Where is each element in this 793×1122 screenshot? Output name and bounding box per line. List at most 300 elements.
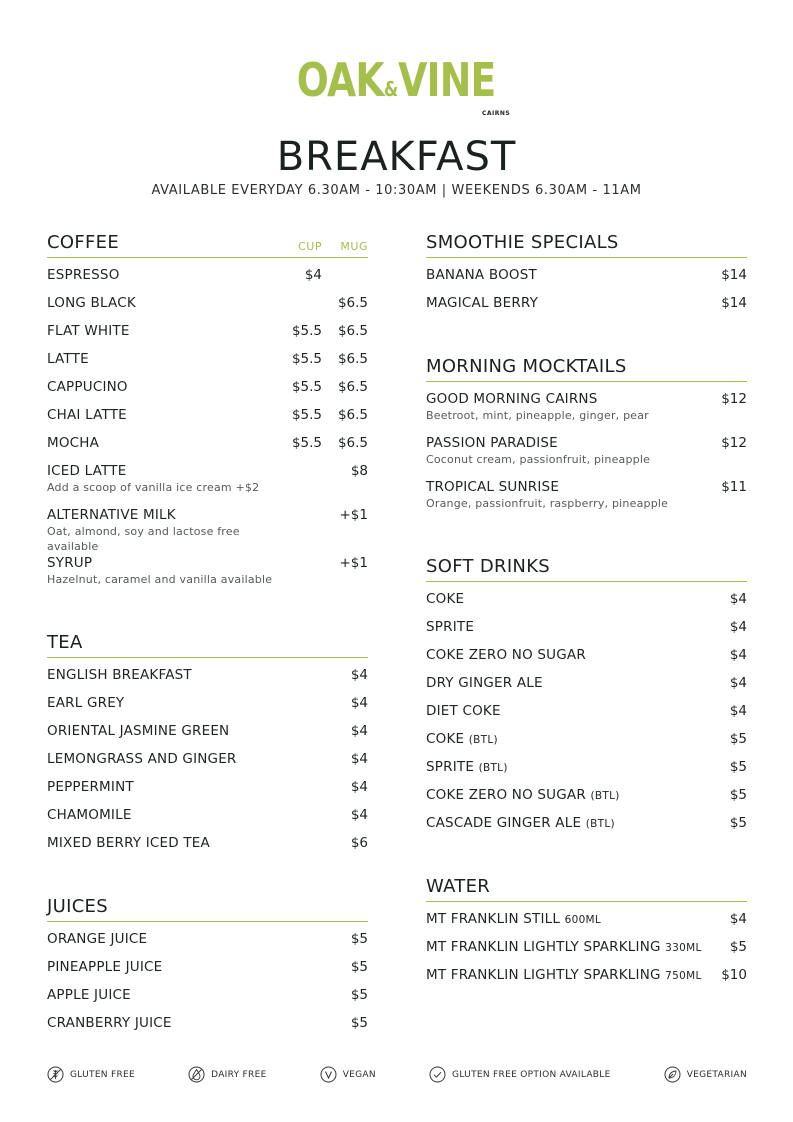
item-name-text: PINEAPPLE JUICE xyxy=(47,959,163,975)
item-name xyxy=(47,406,276,424)
section-title: COFFEE xyxy=(47,232,119,253)
item-name-text: DIET COKE xyxy=(426,703,501,719)
item-prices xyxy=(707,814,747,832)
price-mug xyxy=(322,266,368,284)
item-name xyxy=(47,930,328,948)
price-cup: $5.5 xyxy=(291,379,322,395)
item-text xyxy=(47,722,328,740)
price: $4 xyxy=(729,619,747,635)
item-name-text: EARL GREY xyxy=(47,695,125,711)
item-name-text: ICED LATTE xyxy=(47,463,127,479)
price: $4 xyxy=(729,675,747,691)
item-name xyxy=(47,694,328,712)
item-name xyxy=(426,702,707,720)
price-mug: $6.5 xyxy=(337,295,368,311)
section-title: WATER xyxy=(426,876,491,897)
item-prices xyxy=(328,750,368,768)
item-prices xyxy=(707,786,747,804)
price-cup: $5.5 xyxy=(291,435,322,451)
menu-item xyxy=(47,434,368,462)
item-text xyxy=(426,966,707,985)
item-name xyxy=(47,378,276,396)
item-name-text: CHAMOMILE xyxy=(47,807,132,823)
item-text xyxy=(47,806,328,824)
leaf-icon xyxy=(664,1066,681,1083)
item-description: Beetroot, mint, pineapple, ginger, pear xyxy=(426,409,649,422)
item-text xyxy=(47,778,328,796)
section-header xyxy=(426,872,747,902)
item-text xyxy=(47,350,276,368)
item-text xyxy=(47,506,276,554)
item-text xyxy=(426,434,707,467)
item-prices xyxy=(328,986,368,1004)
menu-item xyxy=(426,618,747,646)
item-name xyxy=(47,666,328,684)
item-text xyxy=(426,910,707,929)
item-text xyxy=(47,986,328,1004)
juices-list xyxy=(47,930,368,1042)
item-prices xyxy=(328,958,368,976)
item-name-text: MAGICAL BERRY xyxy=(426,295,539,311)
menu-item xyxy=(47,462,368,506)
price-mug: $6.5 xyxy=(337,351,368,367)
price: $14 xyxy=(721,267,747,283)
price-cup xyxy=(276,294,322,312)
item-name xyxy=(426,434,707,452)
coffee-list xyxy=(47,266,368,598)
legend-label: GLUTEN FREE xyxy=(70,1069,136,1080)
price: $4 xyxy=(350,723,368,739)
legend-item xyxy=(320,1066,376,1083)
water-list xyxy=(426,910,747,994)
item-text xyxy=(426,618,707,636)
price-mug: $8 xyxy=(350,463,368,479)
item-name-text: BANANA BOOST xyxy=(426,267,537,283)
menu-item xyxy=(426,758,747,786)
item-text xyxy=(47,322,276,340)
section-header xyxy=(426,552,747,582)
menu-item xyxy=(47,834,368,862)
logo-wordmark: OAK&VINE xyxy=(297,53,496,107)
section-title: SOFT DRINKS xyxy=(426,556,551,577)
item-name xyxy=(47,350,276,368)
item-size: (BTL) xyxy=(585,818,615,830)
item-prices xyxy=(276,554,368,572)
tea-list xyxy=(47,666,368,862)
price-cup: $5.5 xyxy=(291,351,322,367)
item-prices xyxy=(276,350,368,368)
item-prices xyxy=(707,434,747,452)
item-name xyxy=(426,758,707,777)
item-size: (BTL) xyxy=(590,790,620,802)
item-name-text: CASCADE GINGER ALE xyxy=(426,815,582,831)
item-prices xyxy=(276,294,368,312)
price: $4 xyxy=(729,703,747,719)
menu-item xyxy=(426,786,747,814)
price-mug: +$1 xyxy=(339,555,368,571)
item-text xyxy=(47,406,276,424)
item-text xyxy=(47,834,328,852)
item-prices xyxy=(707,294,747,312)
price: $5 xyxy=(729,787,747,803)
item-text xyxy=(47,930,328,948)
menu-item xyxy=(47,350,368,378)
item-prices xyxy=(707,266,747,284)
price-cup xyxy=(276,554,322,572)
menu-item xyxy=(47,406,368,434)
item-name xyxy=(426,266,707,284)
price: $6 xyxy=(350,835,368,851)
item-name-text: MIXED BERRY ICED TEA xyxy=(47,835,210,851)
item-prices xyxy=(707,702,747,720)
smoothies-list xyxy=(426,266,747,322)
item-text xyxy=(47,554,276,587)
item-text xyxy=(426,646,707,664)
item-name-text: FLAT WHITE xyxy=(47,323,130,339)
legend-item xyxy=(188,1066,266,1083)
item-name-text: COKE xyxy=(426,731,465,747)
item-text xyxy=(47,666,328,684)
item-size: 330ML xyxy=(665,942,702,954)
menu-item xyxy=(47,806,368,834)
dietary-legend xyxy=(47,1066,747,1083)
item-name xyxy=(47,506,276,524)
price-cup: $5.5 xyxy=(291,323,322,339)
item-size: (BTL) xyxy=(478,762,508,774)
legend-label: DAIRY FREE xyxy=(211,1069,267,1080)
price: $4 xyxy=(729,647,747,663)
menu-item xyxy=(47,694,368,722)
column-cup: CUP xyxy=(298,240,322,253)
price: $4 xyxy=(350,807,368,823)
section-header xyxy=(426,228,747,258)
price-mug: $6.5 xyxy=(337,323,368,339)
item-prices xyxy=(707,618,747,636)
item-name xyxy=(426,478,707,496)
item-prices xyxy=(328,778,368,796)
item-name-text: MT FRANKLIN LIGHTLY SPARKLING xyxy=(426,967,661,983)
item-name xyxy=(426,938,707,957)
item-name-text: CRANBERRY JUICE xyxy=(47,1015,172,1031)
menu-item xyxy=(426,434,747,478)
item-description: Oat, almond, soy and lactose free available xyxy=(47,525,240,553)
item-text xyxy=(47,378,276,396)
item-name xyxy=(47,434,276,452)
item-text xyxy=(47,266,276,284)
legend-label: GLUTEN FREE OPTION AVAILABLE xyxy=(452,1069,611,1080)
item-prices xyxy=(707,938,747,956)
item-text xyxy=(47,294,276,312)
item-name xyxy=(47,806,328,824)
item-name-text: MOCHA xyxy=(47,435,100,451)
price-mug: +$1 xyxy=(339,507,368,523)
price: $4 xyxy=(729,591,747,607)
menu-item xyxy=(426,910,747,938)
item-name-text: PASSION PARADISE xyxy=(426,435,558,451)
item-prices xyxy=(328,694,368,712)
item-size: 750ML xyxy=(665,970,702,982)
price: $4 xyxy=(350,779,368,795)
item-prices xyxy=(707,590,747,608)
price: $4 xyxy=(350,667,368,683)
item-name-text: LONG BLACK xyxy=(47,295,136,311)
item-name-text: MT FRANKLIN STILL xyxy=(426,911,561,927)
section-title: MORNING MOCKTAILS xyxy=(426,356,627,377)
item-prices xyxy=(328,834,368,852)
item-name-text: MT FRANKLIN LIGHTLY SPARKLING xyxy=(426,939,661,955)
item-name xyxy=(47,266,276,284)
item-prices xyxy=(276,506,368,524)
item-prices xyxy=(328,930,368,948)
item-name xyxy=(426,646,707,664)
section-tea xyxy=(47,628,368,862)
item-name-text: ESPRESSO xyxy=(47,267,120,283)
legend-label: VEGAN xyxy=(342,1069,376,1080)
item-prices xyxy=(276,434,368,452)
section-water xyxy=(426,872,747,994)
price-cup: $5.5 xyxy=(291,407,322,423)
wheat-icon xyxy=(47,1066,64,1083)
legend-label: VEGETARIAN xyxy=(686,1069,747,1080)
section-soft-drinks xyxy=(426,552,747,842)
price: $5 xyxy=(350,931,368,947)
menu-item xyxy=(426,966,747,994)
item-name xyxy=(426,786,707,805)
price-mug: $6.5 xyxy=(337,435,368,451)
item-name-text: DRY GINGER ALE xyxy=(426,675,543,691)
menu-item xyxy=(426,590,747,618)
item-text xyxy=(426,478,707,511)
item-name-text: SYRUP xyxy=(47,555,93,571)
item-name-text: ORIENTAL JASMINE GREEN xyxy=(47,723,230,739)
item-text xyxy=(426,786,707,805)
item-name-text: TROPICAL SUNRISE xyxy=(426,479,560,495)
item-name xyxy=(426,814,707,833)
item-prices xyxy=(707,910,747,928)
v-icon xyxy=(320,1066,337,1083)
price: $12 xyxy=(721,435,747,451)
item-text xyxy=(426,814,707,833)
menu-item xyxy=(426,814,747,842)
legend-item xyxy=(47,1066,135,1083)
item-text xyxy=(426,266,707,284)
item-name xyxy=(426,730,707,749)
menu-item xyxy=(426,702,747,730)
section-smoothies xyxy=(426,228,747,322)
menu-item xyxy=(47,986,368,1014)
menu-item xyxy=(426,390,747,434)
item-name-text: SPRITE xyxy=(426,619,475,635)
menu-item xyxy=(47,722,368,750)
item-prices xyxy=(328,806,368,824)
price: $5 xyxy=(729,759,747,775)
item-text xyxy=(47,750,328,768)
price: $5 xyxy=(729,939,747,955)
item-name xyxy=(426,910,707,929)
item-name-text: ENGLISH BREAKFAST xyxy=(47,667,192,683)
price: $5 xyxy=(729,815,747,831)
menu-item xyxy=(47,930,368,958)
item-name xyxy=(426,294,707,312)
left-column xyxy=(47,228,368,1072)
menu-item xyxy=(47,378,368,406)
legend-item xyxy=(429,1066,611,1083)
item-name xyxy=(47,554,276,572)
section-title: TEA xyxy=(47,632,83,653)
item-name xyxy=(47,1014,328,1032)
price: $4 xyxy=(729,911,747,927)
item-name xyxy=(426,674,707,692)
section-coffee xyxy=(47,228,368,598)
price: $10 xyxy=(721,967,747,983)
menu-item xyxy=(47,778,368,806)
item-prices xyxy=(707,730,747,748)
menu-item xyxy=(426,478,747,522)
price: $5 xyxy=(729,731,747,747)
page-title: BREAKFAST xyxy=(276,134,517,180)
price: $4 xyxy=(350,695,368,711)
item-name-text: SPRITE xyxy=(426,759,475,775)
item-prices xyxy=(707,758,747,776)
item-name xyxy=(47,294,276,312)
right-column xyxy=(426,228,747,1024)
item-prices xyxy=(707,966,747,984)
item-size: (BTL) xyxy=(468,734,498,746)
price-mug: $6.5 xyxy=(337,379,368,395)
item-prices xyxy=(276,378,368,396)
size-columns xyxy=(276,240,368,253)
item-size: 600ML xyxy=(564,914,602,926)
item-name-text: APPLE JUICE xyxy=(47,987,131,1003)
item-text xyxy=(426,674,707,692)
item-text xyxy=(426,730,707,749)
section-header xyxy=(47,228,368,258)
item-name xyxy=(47,958,328,976)
item-name xyxy=(426,390,707,408)
section-title: SMOOTHIE SPECIALS xyxy=(426,232,619,253)
item-name-text: CAPPUCINO xyxy=(47,379,128,395)
column-mug: MUG xyxy=(340,240,368,253)
opening-hours: AVAILABLE EVERYDAY 6.30AM - 10:30AM | WEEKENDS 6.30AM - 11AM xyxy=(151,183,642,198)
legend-item xyxy=(664,1066,747,1083)
item-prices xyxy=(707,646,747,664)
menu-item xyxy=(47,958,368,986)
menu-item xyxy=(47,294,368,322)
item-name-text: LATTE xyxy=(47,351,89,367)
item-name xyxy=(47,986,328,1004)
price: $5 xyxy=(350,1015,368,1031)
price: $5 xyxy=(350,987,368,1003)
item-prices xyxy=(707,674,747,692)
menu-item xyxy=(426,266,747,294)
brand-logo xyxy=(0,50,793,119)
menu-item xyxy=(426,730,747,758)
item-name-text: COKE ZERO NO SUGAR xyxy=(426,647,586,663)
item-prices xyxy=(328,722,368,740)
item-text xyxy=(47,462,276,495)
item-description: Orange, passionfruit, raspberry, pineapple xyxy=(426,497,669,510)
logo-location: CAIRNS xyxy=(482,110,511,117)
mocktails-list xyxy=(426,390,747,522)
section-juices xyxy=(47,892,368,1042)
menu-item xyxy=(47,750,368,778)
item-text xyxy=(47,958,328,976)
price: $14 xyxy=(721,295,747,311)
check-icon xyxy=(429,1066,446,1083)
item-name xyxy=(47,834,328,852)
item-name-text: COKE xyxy=(426,591,465,607)
item-name-text: ALTERNATIVE MILK xyxy=(47,507,176,523)
section-header xyxy=(47,628,368,658)
menu-item xyxy=(47,554,368,598)
price-cup: $4 xyxy=(304,267,322,283)
price: $4 xyxy=(350,751,368,767)
item-text xyxy=(47,1014,328,1032)
item-prices xyxy=(707,478,747,496)
menu-item xyxy=(47,666,368,694)
menu-item xyxy=(426,646,747,674)
item-text xyxy=(426,590,707,608)
item-text xyxy=(426,390,707,423)
item-prices xyxy=(276,322,368,340)
item-name-text: GOOD MORNING CAIRNS xyxy=(426,391,598,407)
item-name-text: CHAI LATTE xyxy=(47,407,127,423)
menu-item xyxy=(426,294,747,322)
item-prices xyxy=(276,406,368,424)
soft-drinks-list xyxy=(426,590,747,842)
item-name-text: LEMONGRASS AND GINGER xyxy=(47,751,237,767)
item-name xyxy=(47,722,328,740)
price-mug: $6.5 xyxy=(337,407,368,423)
item-name xyxy=(47,750,328,768)
menu-item xyxy=(426,674,747,702)
price-cup xyxy=(276,506,322,524)
item-prices xyxy=(328,666,368,684)
item-text xyxy=(426,938,707,957)
price: $11 xyxy=(721,479,747,495)
item-name xyxy=(426,966,707,985)
menu-item xyxy=(47,1014,368,1042)
item-text xyxy=(426,702,707,720)
item-description: Add a scoop of vanilla ice cream +$2 xyxy=(47,481,260,494)
item-text xyxy=(47,694,328,712)
item-prices xyxy=(276,266,368,284)
item-prices xyxy=(328,1014,368,1032)
item-description: Coconut cream, passionfruit, pineapple xyxy=(426,453,651,466)
item-prices xyxy=(276,462,368,480)
menu-item xyxy=(47,322,368,350)
menu-item xyxy=(47,266,368,294)
item-prices xyxy=(707,390,747,408)
price: $12 xyxy=(721,391,747,407)
price-cup xyxy=(276,462,322,480)
section-header xyxy=(47,892,368,922)
item-name xyxy=(426,618,707,636)
item-name xyxy=(47,462,276,480)
item-text xyxy=(426,758,707,777)
section-title: JUICES xyxy=(47,896,108,917)
menu-item xyxy=(47,506,368,554)
item-text xyxy=(426,294,707,312)
item-text xyxy=(47,434,276,452)
item-name xyxy=(47,322,276,340)
item-description: Hazelnut, caramel and vanilla available xyxy=(47,573,273,586)
item-name xyxy=(47,778,328,796)
drop-icon xyxy=(188,1066,205,1083)
item-name xyxy=(426,590,707,608)
item-name-text: ORANGE JUICE xyxy=(47,931,148,947)
item-name-text: COKE ZERO NO SUGAR xyxy=(426,787,586,803)
